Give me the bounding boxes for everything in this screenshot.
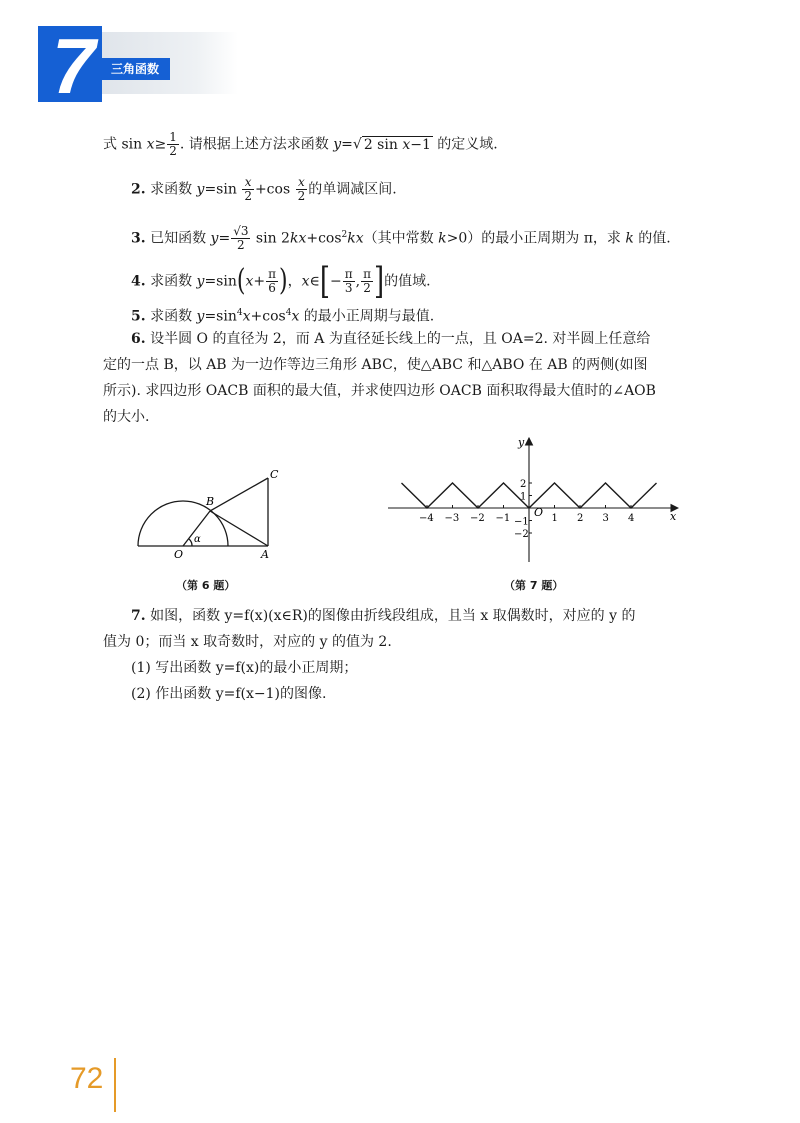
exercise-6-line-1: 6. 设半圆 O 的直径为 2，而 A 为直径延长线上的一点，且 OA=2. 对半圆上任意给 (131, 331, 651, 347)
fraction-pi-over-6: $\frac{\pi}{6}$ (268, 267, 276, 295)
exercise-6-line-3: 所示). 求四边形 OACB 面积的最大值，并求使四边形 OACB 面积取得最大值时的∠AOB (103, 383, 656, 399)
fraction-x-over-2: $\frac{x}{2}$ (244, 175, 252, 203)
origin-label: O (534, 506, 544, 519)
chapter-title: 三角函数 (110, 62, 159, 76)
exercise-5: 5. 求函数 $y=\sin^4x+\cos^4x$ 的最小正周期与最值. (131, 308, 435, 325)
y-axis-label: y (518, 436, 525, 449)
x-tick-label: 3 (602, 513, 609, 524)
chapter-header (38, 22, 238, 110)
angle-arc (189, 539, 192, 546)
figure-6-caption: （第 6 题） (176, 579, 236, 592)
fraction-x-over-2: $\frac{x}{2}$ (297, 175, 306, 203)
page-number-divider (114, 1058, 116, 1112)
label-O: O (174, 548, 184, 561)
x-tick-label: −2 (470, 513, 485, 524)
exercise-7-line-1: 7. 如图，函数 y=f(x)(x∈R)的图像由折线段组成，且当 x 取偶数时，对应的 y 的 (131, 608, 636, 624)
exercise-3: 3. 已知函数 y= $\frac{√3}{2}$ $\sin 2kx+\cos^2kx$（其中常数 k>0）的最小正周期为 π，求 k 的值. (131, 224, 671, 253)
exercise-7-sub-1: (1) 写出函数 y=f(x)的最小正周期； (131, 660, 358, 676)
fraction-pi-over-2: $\frac{\pi}{2}$ (363, 267, 371, 295)
exercise-2: 2. 求函数 y=sin $\frac{x}{2}$ +cos $\frac{x}{2}$ 的单调减区间. (131, 175, 397, 203)
segment-BC (210, 478, 268, 511)
label-C: C (270, 468, 279, 481)
exercise-7-line-2: 值为 0；而当 x 取奇数时，对应的 y 的值为 2. (103, 634, 392, 650)
fraction-sqrt3-over-2: $\frac{√3}{2}$ (233, 224, 249, 253)
fraction-one-half: $\frac{1}{2}$ (169, 130, 177, 158)
x-axis-label: x (670, 510, 677, 523)
radical: 2 sin x−1 (363, 136, 431, 153)
page-number: 72 (70, 1062, 104, 1095)
exercise-4: 4. 求函数 y=sin(x+ $\frac{\pi}{6}$ )，x∈[− $\frac{\pi}{3}$ , $\frac{\pi}{2}$ ]的值域. (131, 260, 431, 303)
segment-AB (210, 511, 268, 546)
figure-6 (128, 462, 288, 562)
continuation-line: 式 sin x≥ $\frac{1}{2}$ . 请根据上述方法求函数 y=√ 2 sin x−1 的定义域. (103, 130, 498, 158)
fraction-pi-over-3: $\frac{\pi}{3}$ (344, 267, 353, 295)
x-tick-label: 1 (551, 513, 558, 524)
exercise-7-sub-2: (2) 作出函数 y=f(x−1)的图像. (131, 686, 327, 702)
chapter-number: 7 (52, 22, 96, 110)
figure-7-caption: （第 7 题） (504, 579, 564, 592)
label-A: A (261, 548, 269, 561)
x-tick-label: −4 (419, 513, 434, 524)
x-tick-label: −1 (495, 513, 511, 524)
exercise-6-line-2: 定的一点 B，以 AB 为一边作等边三角形 ABC，使△ABC 和△ABO 在 AB 的两侧(如图 (103, 357, 648, 373)
exercise-6-line-4: 的大小. (103, 409, 150, 425)
chapter-title-box (100, 58, 170, 80)
figure-7-chart (388, 434, 684, 564)
chapter-number-box (38, 22, 102, 110)
x-tick-label: 2 (577, 513, 584, 524)
label-alpha: α (194, 534, 201, 545)
y-tick-label: −1 (514, 516, 529, 528)
label-B: B (206, 495, 215, 508)
y-tick-label: 2 (520, 479, 527, 490)
x-tick-label: −3 (444, 513, 460, 524)
y-tick-label: 1 (520, 491, 527, 503)
x-tick-label: 4 (628, 513, 635, 524)
y-tick-label: −2 (514, 529, 529, 540)
